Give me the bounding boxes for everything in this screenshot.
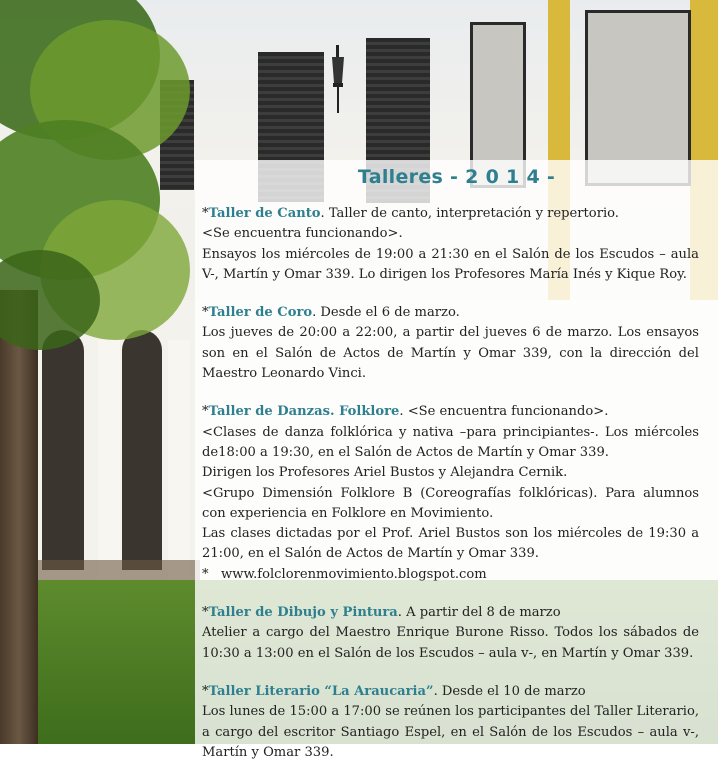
workshop-line: Atelier a cargo del Maestro Enrique Burone Risso. Todos los sábados de 10:30 a 13:00 en el Salón de los Escudos – aula v-, en Martín y Omar 339. <box>202 625 699 661</box>
workshop-line: <Se encuentra funcionando>. <box>202 226 403 242</box>
workshop-canto <box>202 204 699 285</box>
workshop-subheading: . Desde el 10 de marzo <box>433 683 586 699</box>
wall-lamp-icon <box>330 45 346 115</box>
arch <box>122 330 162 570</box>
workshop-heading: Taller de Danzas. Folklore <box>208 404 400 420</box>
workshop-literario <box>202 682 699 763</box>
workshop-list <box>202 204 699 781</box>
tree-trunk <box>0 290 38 744</box>
bullet-star: * <box>202 605 209 621</box>
bullet-star: * <box>202 404 209 420</box>
blog-link[interactable]: * www.folclorenmovimiento.blogspot.com <box>202 566 487 582</box>
workshop-subheading: . Desde el 6 de marzo. <box>312 305 460 321</box>
workshop-heading: Taller Literario “La Araucaria” <box>208 683 434 699</box>
workshop-line: Los lunes de 15:00 a 17:00 se reúnen los participantes del Taller Literario, a cargo del escritor Santiago Espel, en el Salón de los Escudos – aula v-, Martín y Omar 339. <box>202 704 699 760</box>
workshop-heading: Taller de Dibujo y Pintura <box>208 605 398 621</box>
workshop-line: Dirigen los Profesores Ariel Bustos y Alejandra Cernik. <box>202 465 568 481</box>
workshops-panel <box>195 160 718 760</box>
workshop-heading: Taller de Coro <box>208 305 313 321</box>
workshop-coro <box>202 303 699 384</box>
arch <box>42 330 84 570</box>
workshop-line: Ensayos los miércoles de 19:00 a 21:30 en el Salón de los Escudos – aula V-, Martín y Omar 339. Lo dirigen los Profesores María Inés y Kique Roy. <box>202 246 699 282</box>
bullet-star: * <box>202 206 209 221</box>
workshop-heading: Taller de Canto <box>208 206 321 221</box>
workshop-dibujo <box>202 603 699 664</box>
workshop-line: Las clases dictadas por el Prof. Ariel Bustos son los miércoles de 19:30 a 21:00, en el Salón de Actos de Martín y Omar 339. <box>202 526 699 562</box>
pillar <box>98 340 120 580</box>
page-title: Talleres - 2 0 1 4 - <box>357 166 556 188</box>
workshop-subheading: . A partir del 8 de marzo <box>397 605 561 621</box>
bullet-star: * <box>202 683 209 699</box>
workshop-line: <Clases de danza folklórica y nativa –para principiantes-. Los miércoles de18:00 a 19:30, en el Salón de Actos de Martín y Omar 339. <box>202 424 699 460</box>
workshop-line: Los jueves de 20:00 a 22:00, a partir del jueves 6 de marzo. Los ensayos son en el Salón de Actos de Martín y Omar 339, con la dirección del Maestro Leonardo Vinci. <box>202 325 699 382</box>
pillar <box>168 340 190 580</box>
workshop-line: <Grupo Dimensión Folklore B (Coreografías folklóricas). Para alumnos con experiencia en Folklore en Movimiento. <box>202 485 699 521</box>
workshop-subheading: . <Se encuentra funcionando>. <box>399 404 609 420</box>
bullet-star: * <box>202 305 209 321</box>
workshop-danzas <box>202 402 699 585</box>
workshop-subheading: . Taller de canto, interpretación y repertorio. <box>320 206 619 221</box>
